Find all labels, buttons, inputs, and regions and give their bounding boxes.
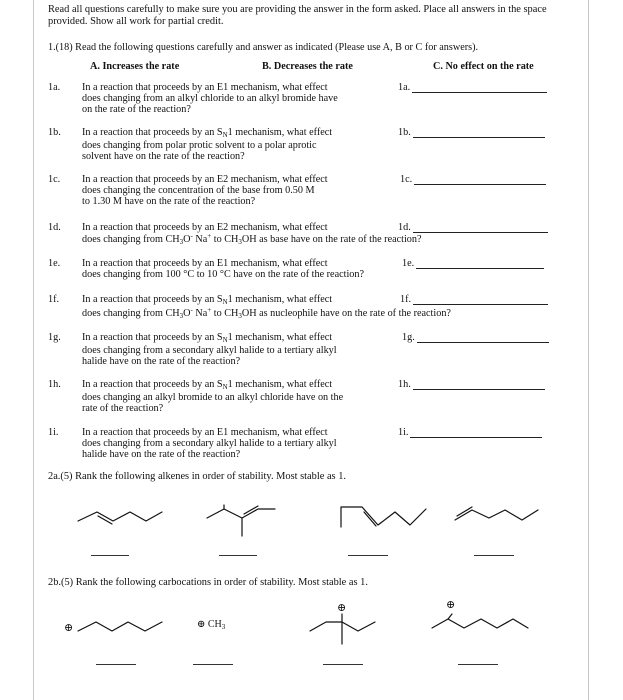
question-line: rate of the reaction?	[82, 402, 164, 414]
alkene-1-structure	[78, 512, 162, 524]
question-number: 1d.	[48, 222, 61, 233]
rank-answer-blank[interactable]	[91, 555, 129, 556]
answer-label: 1e.	[402, 258, 415, 269]
rank-answer-blank[interactable]	[458, 664, 498, 665]
question-line: solvent have on the rate of the reaction?	[82, 150, 245, 162]
ch3-label: $CH_3$	[207, 619, 226, 631]
answer-label: 1g.	[402, 332, 415, 343]
plus-charge-icon: ⊕	[337, 602, 347, 614]
option-b: B. Decreases the rate	[262, 61, 353, 72]
carbocation-3-structure	[310, 614, 375, 644]
answer-label: 1a.	[398, 82, 411, 93]
alkene-4-structure	[455, 507, 538, 520]
question-line: does changing an alkyl bromide to an alkyl chloride have on the	[82, 391, 344, 403]
option-c: C. No effect on the rate	[433, 61, 534, 72]
question-line: In a reaction that proceeds by an E2 mechanism, what effect	[82, 222, 328, 233]
rank-answer-blank[interactable]	[193, 664, 233, 665]
question-line: does changing from a secondary alkyl halide to a tertiary alkyl	[82, 344, 337, 356]
instructions: Read all questions carefully to make sure you are providing the answer in the form asked. Place all answers in the space provided. Show all work for partial credit.	[48, 4, 547, 27]
question-2b-header: 2b.(5) Rank the following carbocations in order of stability. Most stable as 1.	[48, 577, 368, 588]
question-line: to 1.30 M have on the rate of the reaction?	[82, 196, 256, 208]
question-line: halide have on the rate of the reaction?	[82, 355, 241, 367]
plus-charge-icon: ⊕	[64, 622, 74, 634]
question-number: 1a.	[48, 82, 61, 93]
rank-answer-blank[interactable]	[219, 555, 257, 556]
rank-answer-blank[interactable]	[323, 664, 363, 665]
plus-charge-icon: ⊕	[446, 599, 456, 611]
question-line: does changing the concentration of the base from 0.50 M	[82, 185, 315, 197]
question-line: does changing from polar protic solvent to a polar aprotic	[82, 139, 317, 151]
question-line: halide have on the rate of the reaction?	[82, 449, 241, 461]
question-number: 1i.	[48, 427, 59, 438]
question-number: 1b.	[48, 127, 61, 138]
answer-label: 1c.	[400, 174, 413, 185]
question-line: does changing from a secondary alkyl halide to a tertiary alkyl	[82, 438, 337, 450]
answer-label: 1i.	[398, 427, 409, 438]
question-2a-header: 2a.(5) Rank the following alkenes in order of stability. Most stable as 1.	[48, 471, 346, 482]
plus-charge-icon: ⊕	[197, 619, 206, 630]
carbocation-1-structure	[78, 622, 162, 631]
question-line: In a reaction that proceeds by an E2 mechanism, what effect	[82, 174, 328, 185]
question-line: does changing from $CH_3O^-$ Na+ to $CH_3OH$ as base have on the rate of the reaction?	[82, 232, 422, 247]
question-number: 1h.	[48, 379, 61, 390]
rank-answer-blank[interactable]	[348, 555, 388, 556]
question-number: 1g.	[48, 332, 61, 343]
question-line: does changing from 100 °C to 10 °C have on the rate of the reaction?	[82, 269, 364, 281]
question-line: In a reaction that proceeds by an E1 mechanism, what effect	[82, 82, 328, 93]
question-1-header: 1.(18) Read the following questions carefully and answer as indicated (Please use A, B or C for answers).	[48, 42, 479, 53]
rank-answer-blank[interactable]	[96, 664, 136, 665]
question-line: on the rate of the reaction?	[82, 104, 191, 116]
question-line: In a reaction that proceeds by an E1 mechanism, what effect	[82, 258, 328, 269]
question-number: 1f.	[48, 294, 60, 305]
alkene-2-structure	[207, 505, 275, 536]
question-line: In a reaction that proceeds by an $S_N1$ mechanism, what effect	[82, 127, 333, 139]
question-line: does changing from $CH_3O^-$ Na+ to $CH_3OH$ as nucleophile have on the rate of the reaction?	[82, 305, 451, 320]
question-line: In a reaction that proceeds by an $S_N1$ mechanism, what effect	[82, 379, 333, 391]
question-line: In a reaction that proceeds by an $S_N1$ mechanism, what effect	[82, 294, 333, 306]
question-number: 1c.	[48, 174, 61, 185]
alkene-3-structure	[341, 507, 426, 527]
carbocation-4-structure	[432, 614, 528, 628]
rank-answer-blank[interactable]	[474, 555, 514, 556]
answer-label: 1d.	[398, 222, 411, 233]
question-line: does changing from an alkyl chloride to an alkyl bromide have	[82, 93, 338, 105]
question-number: 1e.	[48, 258, 61, 269]
option-a: A. Increases the rate	[90, 61, 180, 72]
question-line: In a reaction that proceeds by an $S_N1$ mechanism, what effect	[82, 332, 333, 344]
answer-label: 1f.	[400, 294, 412, 305]
answer-label: 1h.	[398, 379, 411, 390]
question-line: In a reaction that proceeds by an E1 mechanism, what effect	[82, 427, 328, 438]
carbocation-2-methyl	[197, 620, 225, 632]
answer-label: 1b.	[398, 127, 411, 138]
